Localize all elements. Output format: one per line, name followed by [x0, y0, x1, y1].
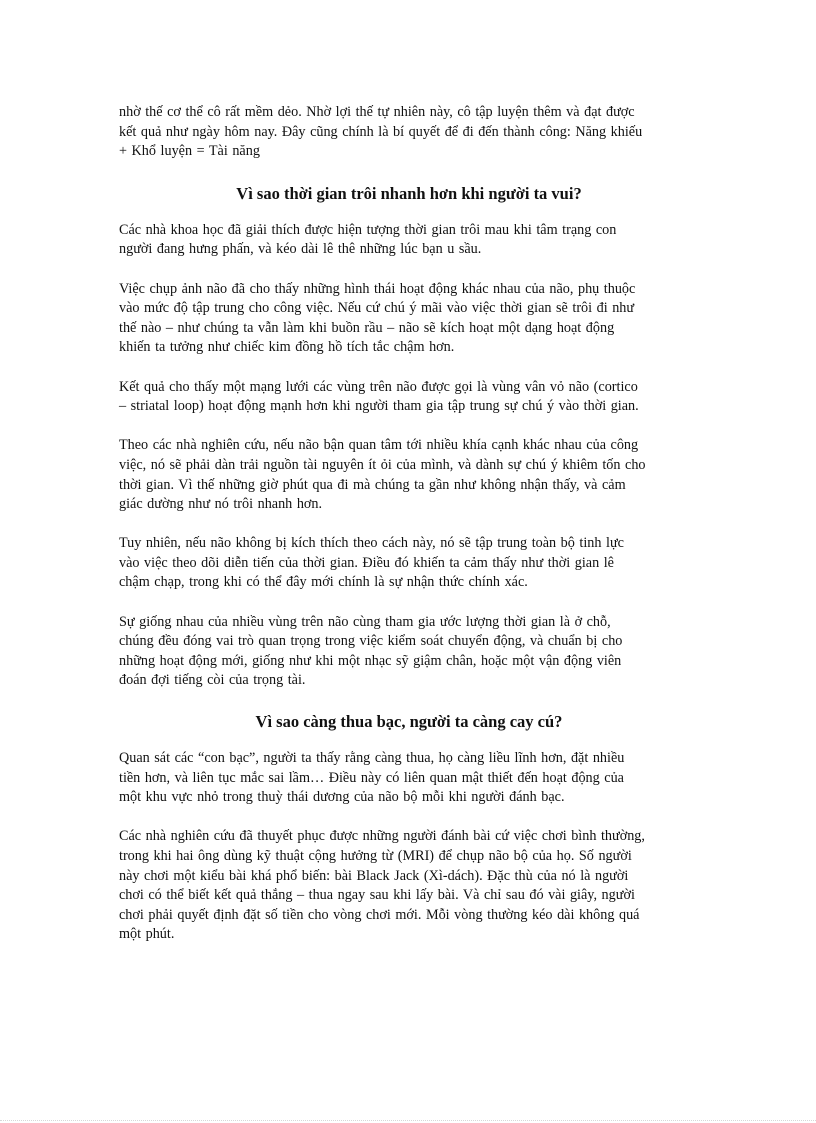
- text-line: Theo các nhà nghiên cứu, nếu não bận quan tâm tới nhiều khía cạnh khác nhau của công: [119, 437, 639, 454]
- text-line: việc, nó sẽ phải dàn trải nguồn tài nguyên ít ỏi của mình, và dành sự chú ý khiêm tốn cho: [119, 456, 646, 473]
- text-line: giác dường như nó trôi nhanh hơn.: [119, 496, 323, 513]
- text-line: Các nhà khoa học đã giải thích được hiện tượng thời gian trôi mau khi tâm trạng con: [119, 221, 617, 238]
- text-line: người đang hưng phấn, và kéo dài lê thê những lúc bạn u sầu.: [119, 241, 482, 258]
- section-heading-gambling: Vì sao càng thua bạc, người ta càng cay cú?: [255, 712, 563, 732]
- text-line: một phút.: [119, 926, 175, 943]
- text-line: vào việc theo dõi diễn tiến của thời gian. Điều đó khiến ta cảm thấy như thời gian lê: [119, 554, 614, 571]
- text-line: Sự giống nhau của nhiều vùng trên não cùng tham gia ước lượng thời gian là ở chỗ,: [119, 613, 611, 630]
- text-line: những hoạt động mới, giống như khi một nhạc sỹ giậm chân, hoặc một vận động viên: [119, 652, 622, 669]
- text-line: khiến ta tưởng như chiếc kim đồng hồ tích tắc chậm hơn.: [119, 339, 455, 356]
- page-bottom-edge: [0, 1120, 816, 1121]
- text-line: Việc chụp ảnh não đã cho thấy những hình thái hoạt động khác nhau của não, phụ thuộc: [119, 280, 636, 297]
- paragraph: [119, 378, 699, 417]
- paragraph: [119, 534, 699, 593]
- text-line: vào mức độ tập trung cho công việc. Nếu cứ chú ý mãi vào việc thời gian sẽ trôi đi như: [119, 300, 635, 317]
- text-line: tiền hơn, và liên tục mắc sai lầm… Điều này có liên quan mật thiết đến hoạt động của: [119, 769, 624, 786]
- paragraph: [119, 827, 699, 945]
- text-line: thời gian. Vì thế những giờ phút qua đi mà chúng ta gần như không nhận thấy, và cảm: [119, 476, 626, 493]
- text-line: trong khi hai ông dùng kỹ thuật cộng hưởng từ (MRI) để chụp não bộ của họ. Số người: [119, 848, 632, 864]
- text-line: thế nào – như chúng ta vẫn làm khi buồn rầu – não sẽ kích hoạt một dạng hoạt động: [119, 319, 615, 336]
- text-line: một khu vực nhỏ trong thuỳ thái dương của não bộ mỗi khi người đánh bạc.: [119, 789, 565, 806]
- text-line: – striatal loop) hoạt động mạnh hơn khi người tham gia tập trung sự chú ý vào thời gian.: [119, 398, 639, 415]
- paragraph: [119, 749, 699, 808]
- text-line: nhờ thế cơ thể cô rất mềm dẻo. Nhờ lợi thế tự nhiên này, cô tập luyện thêm và đạt được: [119, 104, 635, 120]
- paragraph: [119, 613, 699, 691]
- text-line: Các nhà nghiên cứu đã thuyết phục được những người đánh bài cứ việc chơi bình thường,: [119, 828, 645, 845]
- paragraph: [119, 436, 699, 514]
- intro-paragraph: [119, 103, 699, 162]
- paragraph: [119, 221, 699, 260]
- document-body: [119, 103, 699, 945]
- text-line: Tuy nhiên, nếu não không bị kích thích theo cách này, nó sẽ tập trung toàn bộ tinh lực: [119, 535, 624, 552]
- section-heading-time: Vì sao thời gian trôi nhanh hơn khi người ta vui?: [236, 183, 582, 203]
- text-line: chậm chạp, trong khi có thể đây mới chính là sự nhận thức chính xác.: [119, 574, 528, 591]
- text-line: chơi phải quyết định đặt số tiền cho vòng chơi mới. Mỗi vòng thường kéo dài không quá: [119, 906, 640, 923]
- text-line: + Khổ luyện = Tài năng: [119, 143, 260, 160]
- text-line: này chơi một kiểu bài khá phổ biến: bài Black Jack (Xì-dách). Đặc thù của nó là người: [119, 867, 629, 884]
- text-line: chúng đều đóng vai trò quan trọng trong việc kiểm soát chuyển động, và chuẩn bị cho: [119, 633, 623, 650]
- text-line: kết quả như ngày hôm nay. Đây cũng chính là bí quyết để đi đến thành công: Năng khiếu: [119, 123, 643, 140]
- text-line: chơi có thể biết kết quả thắng – thua ngay sau khi lấy bài. Và chỉ sau đó vài giây, người: [119, 887, 635, 904]
- paragraph: [119, 280, 699, 358]
- text-line: Quan sát các “con bạc”, người ta thấy rằng càng thua, họ càng liều lĩnh hơn, đặt nhiều: [119, 750, 625, 767]
- text-line: Kết quả cho thấy một mạng lưới các vùng trên não được gọi là vùng vân vỏ não (cortico: [119, 378, 638, 395]
- text-line: đoán đợi tiếng còi của trọng tài.: [119, 672, 306, 689]
